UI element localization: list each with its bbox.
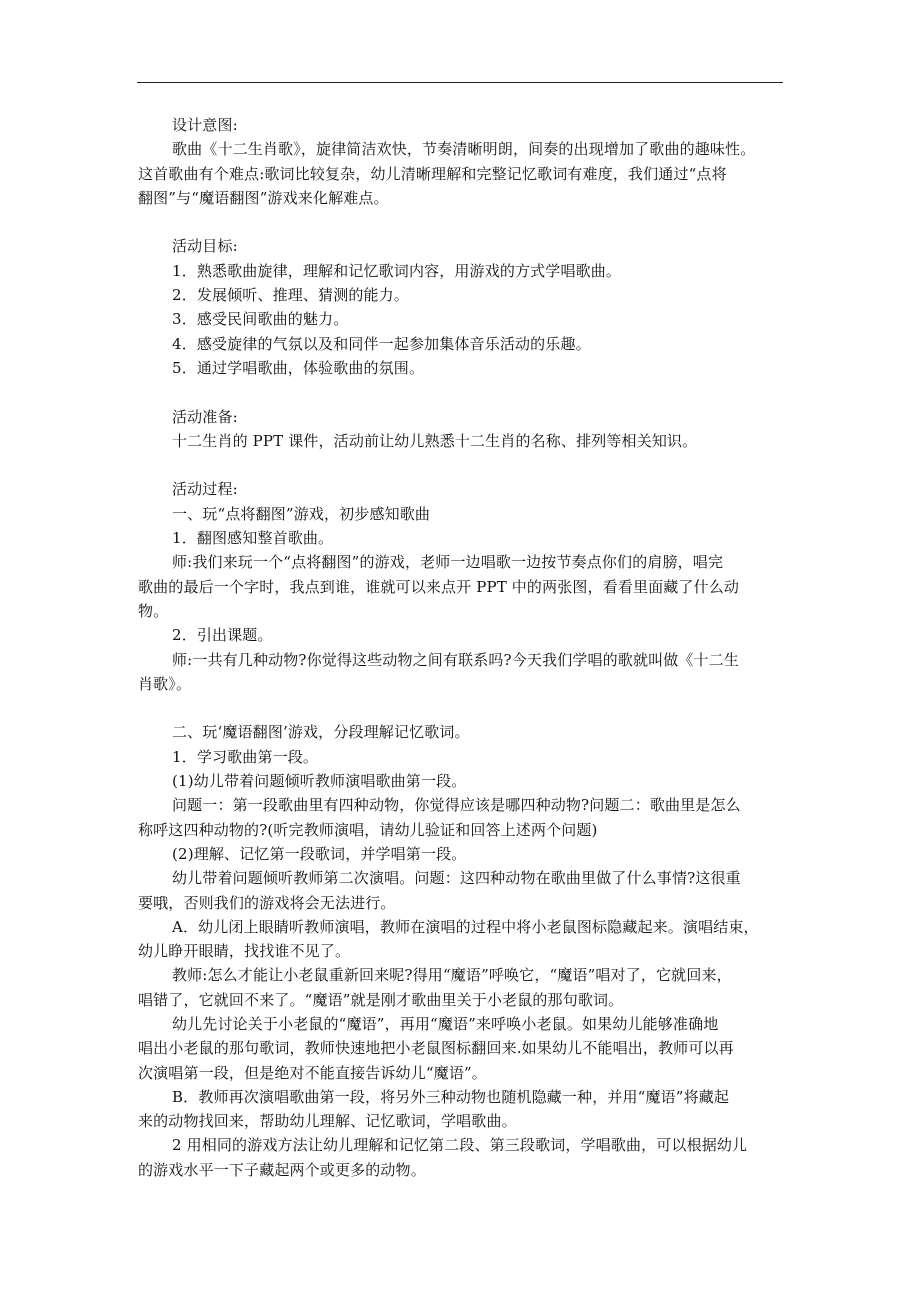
text-line: 二、玩‘魔语翻图’游戏，分段理解记忆歌词。 — [172, 723, 470, 742]
text-line: A．幼儿闭上眼睛听教师演唱，教师在演唱的过程中将小老鼠图标隐藏起来。演唱结束， — [172, 917, 759, 936]
text-line: 唱出小老鼠的那句歌词，教师快速地把小老鼠图标翻回来.如果幼儿不能唱出，教师可以再 — [138, 1039, 734, 1058]
text-line: 2．发展倾听、推理、猜测的能力。 — [172, 286, 409, 305]
text-line: 2 用相同的游戏方法让幼儿理解和记忆第二段、第三段歌词，学唱歌曲，可以根据幼儿 — [172, 1136, 748, 1155]
text-line: 设计意图: — [172, 116, 238, 134]
text-line: 幼儿先讨论关于小老鼠的“魔语”，再用“魔语”来呼唤小老鼠。如果幼儿能够准确地 — [172, 1014, 719, 1033]
blank-line — [138, 380, 788, 404]
text-line: 来的动物找回来，帮助幼儿理解、记忆歌词，学唱歌曲。 — [138, 1112, 517, 1131]
text-line: 2．引出课题。 — [172, 626, 273, 645]
text-line: 歌曲《十二生肖歌》，旋律简洁欢快，节奏清晰明朗，间奏的出现增加了歌曲的趣味性。 — [172, 140, 756, 159]
text-line: (1)幼儿带着问题倾听教师演唱歌曲第一段。 — [172, 772, 467, 791]
text-line: 这首歌曲有个难点:歌词比较复杂，幼儿清晰理解和完整记忆歌词有难度，我们通过“点将 — [138, 164, 727, 183]
text-line: 幼儿带着问题倾听教师第二次演唱。问题：这四种动物在歌曲里做了什么事情?这很重 — [172, 869, 741, 888]
text-line: 歌曲的最后一个字时，我点到谁，谁就可以来点开 PPT 中的两张图，看看里面藏了什么动 — [138, 577, 740, 596]
text-line: B．教师再次演唱歌曲第一段，将另外三种动物也随机隐藏一种，并用“魔语”将藏起 — [172, 1087, 730, 1106]
text-line: 要哦，否则我们的游戏将会无法进行。 — [138, 893, 396, 912]
text-line: 教师:怎么才能让小老鼠重新回来呢?得用“魔语”呼唤它，“魔语”唱对了，它就回来， — [172, 966, 732, 985]
text-line: 活动准备: — [172, 407, 238, 426]
text-line: 幼儿睁开眼睛，找找谁不见了。 — [138, 942, 351, 961]
text-line: 肖歌》。 — [138, 674, 192, 693]
text-line: 1．熟悉歌曲旋律，理解和记忆歌词内容，用游戏的方式学唱歌曲。 — [172, 261, 622, 280]
text-line: 翻图”与“魔语翻图”游戏来化解难点。 — [138, 188, 389, 207]
text-line: 唱错了，它就回不来了。“魔语”就是刚才歌曲里关于小老鼠的那句歌词。 — [138, 990, 624, 1009]
text-line: 4．感受旋律的气氛以及和同伴一起参加集体音乐活动的乐趣。 — [172, 334, 591, 353]
text-line: 问题一：第一段歌曲里有四种动物，你觉得应该是哪四种动物?问题二：歌曲里是怎么 — [172, 796, 741, 815]
text-line: (2)理解、记忆第一段歌词，并学唱第一段。 — [172, 844, 467, 863]
text-line: 的游戏水平一下子藏起两个或更多的动物。 — [138, 1160, 426, 1179]
blank-line — [138, 453, 788, 477]
document-body — [138, 113, 788, 1182]
text-line: 物。 — [138, 601, 169, 620]
text-line: 十二生肖的 PPT 课件，活动前让幼儿熟悉十二生肖的名称、排列等相关知识。 — [172, 431, 698, 450]
blank-line — [138, 210, 788, 234]
text-line: 称呼这四种动物的?(听完教师演唱，请幼儿验证和回答上述两个问题) — [138, 820, 598, 839]
text-line: 1．学习歌曲第一段。 — [172, 747, 319, 766]
text-line: 师:一共有几种动物?你觉得这些动物之间有联系吗?今天我们学唱的歌就叫做《十二生 — [172, 650, 739, 669]
text-line: 1．翻图感知整首歌曲。 — [172, 529, 334, 548]
blank-line — [138, 696, 788, 720]
text-line: 3．感受民间歌曲的魅力。 — [172, 310, 349, 329]
text-line: 一、玩“点将翻图”游戏，初步感知歌曲 — [172, 504, 431, 523]
text-line: 活动过程: — [172, 480, 238, 499]
header-rule — [137, 82, 783, 83]
text-line: 师:我们来玩一个“点将翻图”的游戏，老师一边唱歌一边按节奏点你们的肩膀，唱完 — [172, 553, 724, 572]
text-line: 活动目标: — [172, 237, 238, 256]
text-line: 5．通过学唱歌曲，体验歌曲的氛围。 — [172, 358, 425, 377]
text-line: 次演唱第一段，但是绝对不能直接告诉幼儿“魔语”。 — [138, 1063, 487, 1082]
